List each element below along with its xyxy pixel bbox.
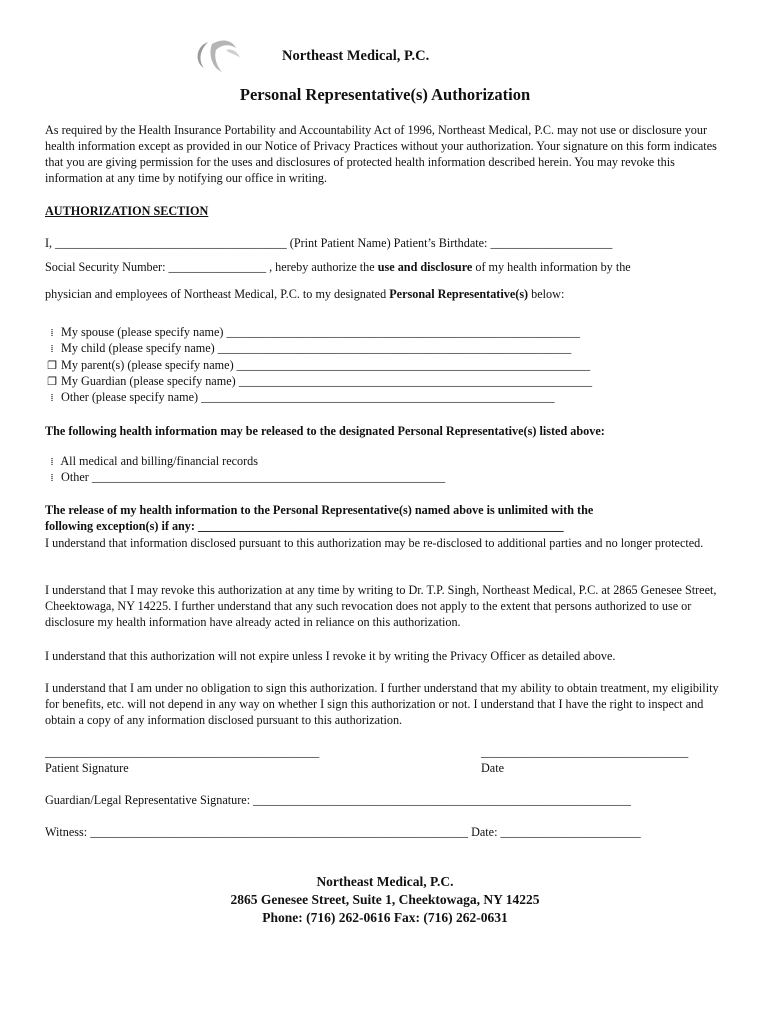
- designation-text: physician and employees of Northeast Medical, P.C. to my designated: [45, 287, 390, 301]
- authorization-section-heading: AUTHORIZATION SECTION: [45, 204, 209, 218]
- exceptions-line-1: The release of my health information to the Personal Representative(s) named above is unlimited with the: [45, 503, 594, 517]
- checkbox-icon[interactable]: ⁞: [50, 456, 54, 468]
- understand-revoke: I understand that I may revoke this authorization at any time by writing to Dr. T.P. Singh, Northeast Medical, P.C. at 2865 Genesee Street, Cheektowaga, NY 14225. I further understand that any such revocation does not apply to the extent that persons authorized to use or disclosure my health information have already acted in reliance on this authorization.: [45, 583, 717, 629]
- option-label: My spouse (please specify name) __________________________________________________________: [61, 325, 580, 339]
- personal-rep-bold: Personal Representative(s): [389, 287, 529, 301]
- designation-line: [45, 286, 564, 302]
- date-label: Date: [481, 761, 505, 775]
- footer-phone-fax: Phone: (716) 262-0616 Fax: (716) 262-0631: [262, 910, 508, 925]
- option-label: My child (please specify name) __________________________________________________________: [61, 341, 572, 355]
- ssn-text-end: of my health information by the: [472, 260, 631, 274]
- checkbox-icon[interactable]: ⁞: [50, 343, 54, 355]
- patient-signature-line[interactable]: _____________________________________________: [45, 745, 320, 759]
- info-option-other[interactable]: [46, 469, 445, 486]
- rep-option-spouse[interactable]: [46, 324, 580, 341]
- rep-option-other[interactable]: [46, 389, 555, 406]
- checkbox-icon[interactable]: ❐: [47, 376, 57, 388]
- guardian-signature-line[interactable]: Guardian/Legal Representative Signature: ______________________________________________________________: [45, 793, 631, 807]
- document-title: Personal Representative(s) Authorization: [239, 85, 531, 104]
- checkbox-icon[interactable]: ⁞: [50, 472, 54, 484]
- footer-address: 2865 Genesee Street, Suite 1, Cheektowaga, NY 14225: [230, 892, 540, 907]
- option-label: My Guardian (please specify name) __________________________________________________________: [61, 374, 593, 388]
- info-option-all-records[interactable]: [46, 453, 258, 470]
- exceptions-line-2[interactable]: following exception(s) if any: ____________________________________________________________: [45, 519, 564, 533]
- rep-option-parent[interactable]: [46, 357, 590, 374]
- company-logo: [192, 36, 244, 76]
- patient-name-birthdate-line[interactable]: I, ______________________________________ (Print Patient Name) Patient’s Birthdate: ____________________: [45, 236, 613, 250]
- option-label: All medical and billing/financial records: [60, 454, 259, 468]
- release-heading: The following health information may be released to the designated Personal Representative(s) listed above:: [45, 424, 605, 438]
- rep-option-guardian[interactable]: [46, 373, 592, 390]
- understand-expiration: I understand that this authorization will not expire unless I revoke it by writing the Privacy Officer as detailed above.: [45, 649, 616, 663]
- use-disclosure-bold: use and disclosure: [377, 260, 473, 274]
- rep-option-child[interactable]: [46, 340, 571, 357]
- witness-date-line[interactable]: Witness: ______________________________________________________________ Date: _______________________: [45, 825, 641, 839]
- company-name-header: Northeast Medical, P.C.: [282, 48, 430, 64]
- understand-redisclosure: I understand that information disclosed pursuant to this authorization may be re-disclosed to additional parties and no longer protected.: [45, 536, 704, 550]
- checkbox-icon[interactable]: ❐: [47, 360, 57, 372]
- intro-paragraph: As required by the Health Insurance Portability and Accountability Act of 1996, Northeast Medical, P.C. may not use or disclosure your health information except as provided in our Notice of Privacy Practices without your authorization. Your signature on this form indicates that you are giving permission for the uses and disclosures of protected health information described herein. You may revoke this information at any time by notifying our office in writing.: [45, 123, 717, 185]
- patient-signature-label: Patient Signature: [45, 761, 129, 775]
- checkbox-icon[interactable]: ⁞: [50, 327, 54, 339]
- footer-company-name: Northeast Medical, P.C.: [316, 874, 454, 889]
- understand-obligation: I understand that I am under no obligation to sign this authorization. I further understand that my ability to obtain treatment, my eligibility for benefits, etc. will not depend in any way on whether I sign this authorization or not. I understand that I have the right to inspect and obtain a copy of any information disclosed pursuant to this authorization.: [45, 681, 719, 727]
- designation-text-end: below:: [528, 287, 565, 301]
- ssn-text: Social Security Number: ________________ , hereby authorize the: [45, 260, 378, 274]
- option-label: My parent(s) (please specify name) __________________________________________________________: [61, 358, 591, 372]
- checkbox-icon[interactable]: ⁞: [50, 392, 54, 404]
- ssn-authorize-line[interactable]: [45, 259, 631, 275]
- date-line[interactable]: __________________________________: [481, 745, 689, 759]
- option-label: Other (please specify name) __________________________________________________________: [61, 390, 555, 404]
- option-label: Other __________________________________________________________: [61, 470, 446, 484]
